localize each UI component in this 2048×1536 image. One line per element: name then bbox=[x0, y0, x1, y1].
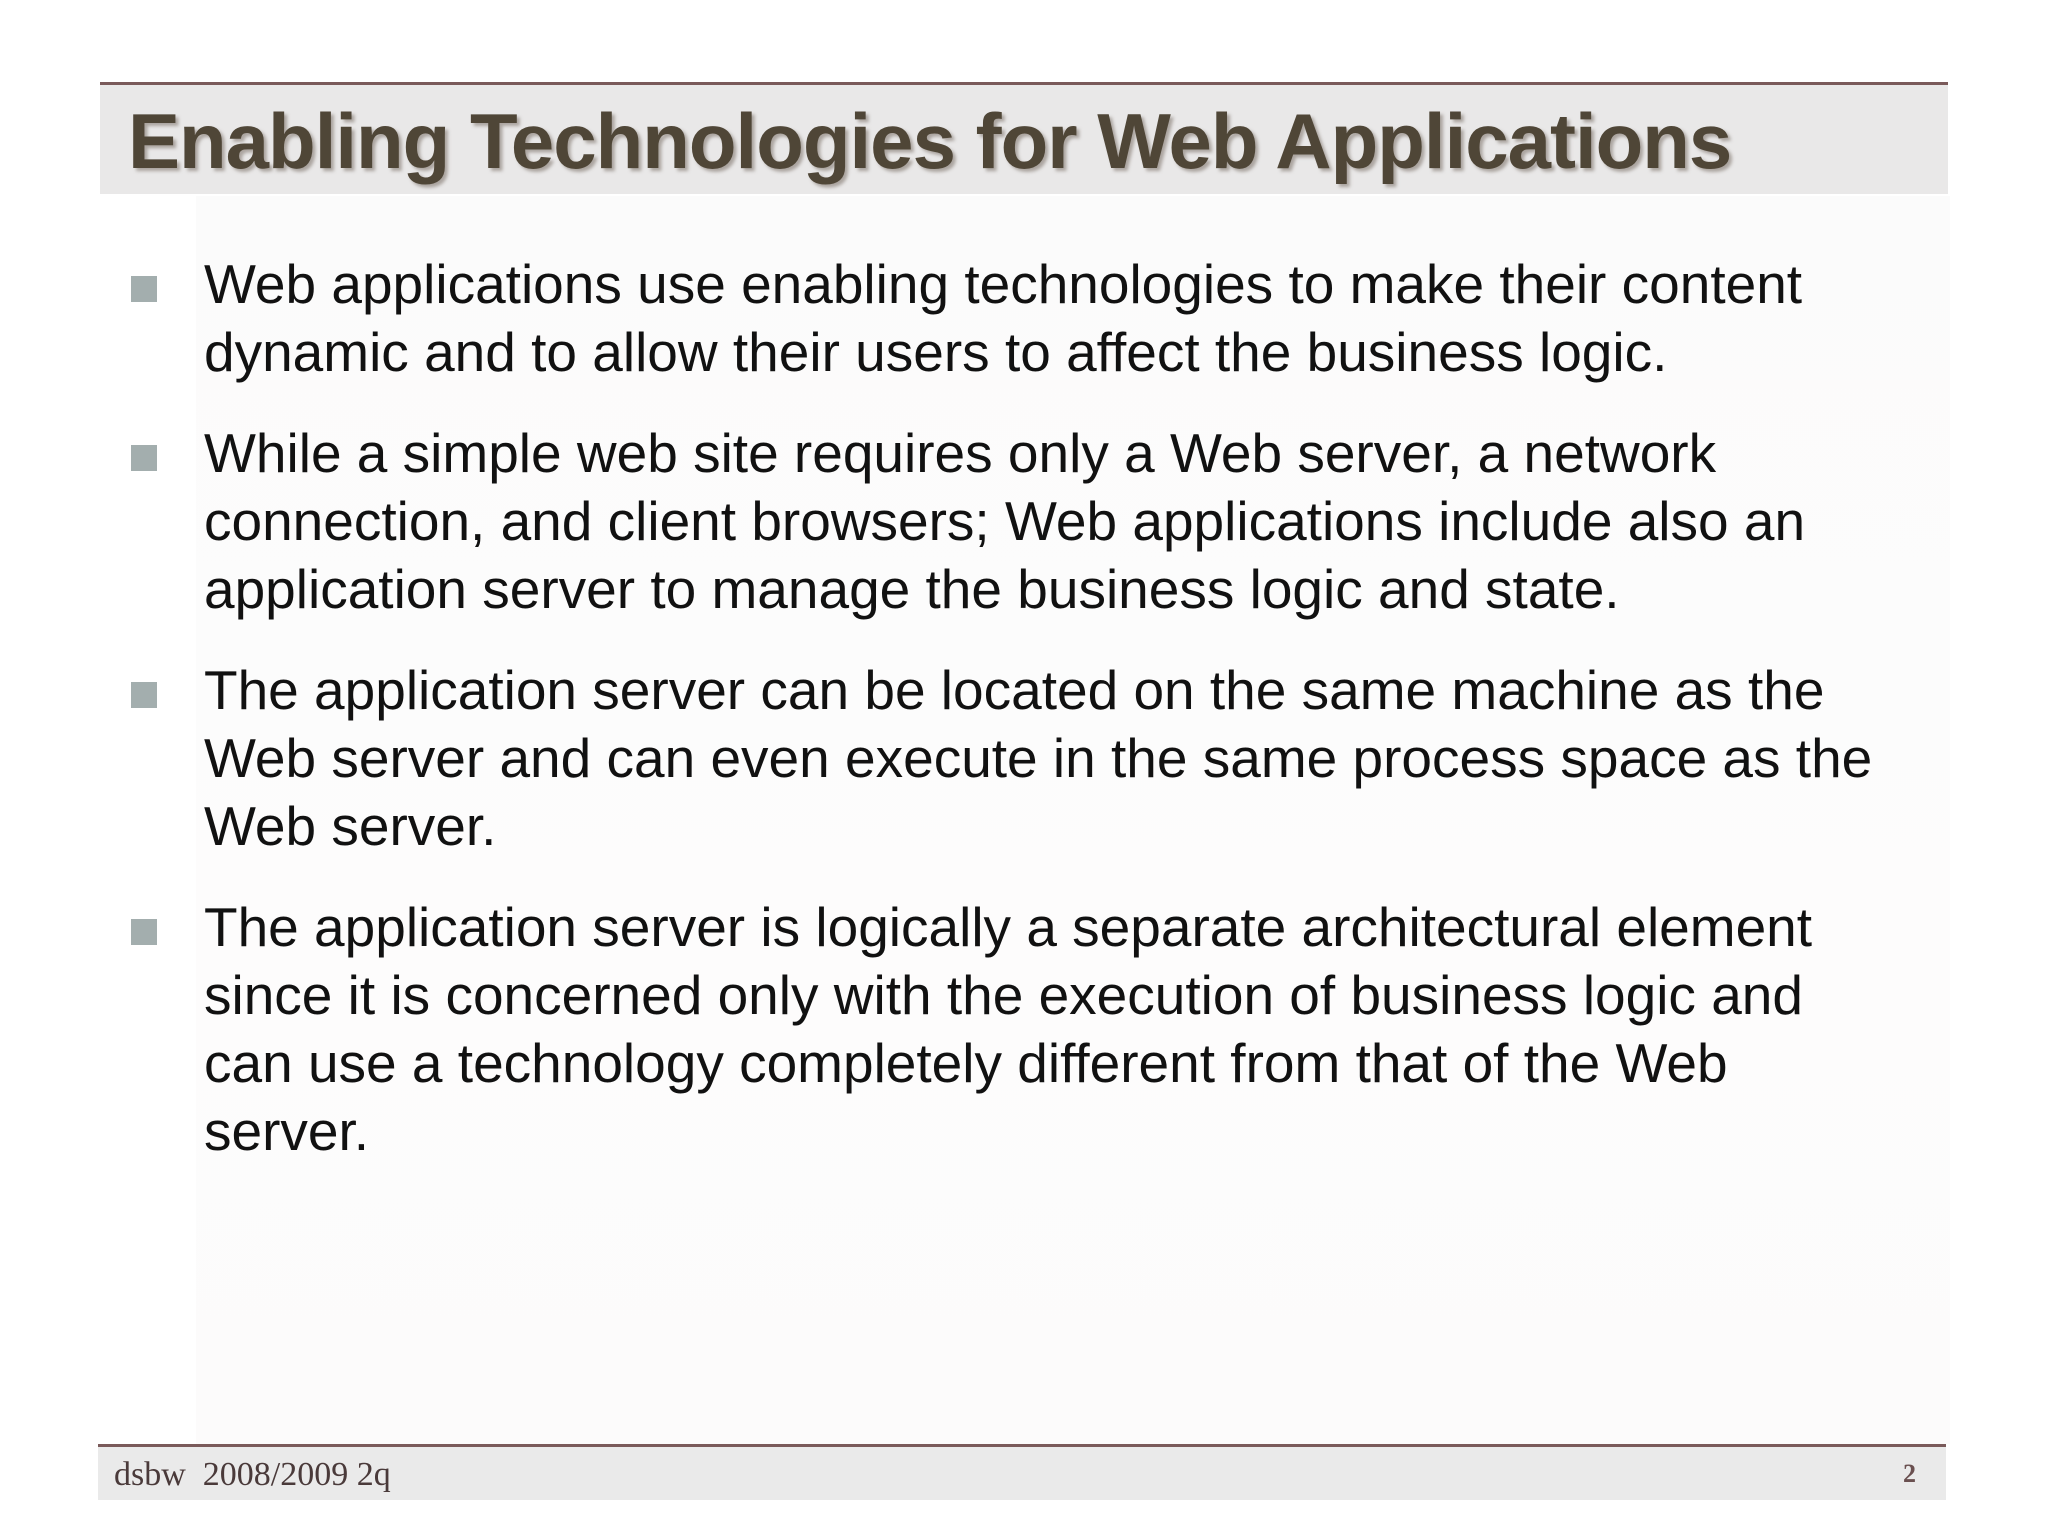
list-item bbox=[128, 893, 1888, 1165]
list-item bbox=[128, 419, 1888, 623]
list-item bbox=[128, 656, 1888, 860]
title-bar bbox=[100, 82, 1948, 194]
square-bullet-icon bbox=[131, 445, 157, 471]
bullet-text: The application server is logically a separate architectural element since it is concerned only with the execution of business logic and can use a technology completely different from that of the Web server. bbox=[204, 896, 1813, 1162]
list-item bbox=[128, 250, 1888, 386]
square-bullet-icon bbox=[131, 682, 157, 708]
footer-course-label: dsbw 2008/2009 2q bbox=[114, 1456, 391, 1493]
footer-bar bbox=[98, 1444, 1946, 1500]
page-number: 2 bbox=[1903, 1459, 1916, 1488]
bullet-text: The application server can be located on the same machine as the Web server and can even execute in the same process space as the Web server. bbox=[204, 659, 1873, 857]
slide-title: Enabling Technologies for Web Applications bbox=[128, 97, 1732, 185]
square-bullet-icon bbox=[131, 919, 157, 945]
square-bullet-icon bbox=[131, 276, 157, 302]
bullet-text: Web applications use enabling technologies to make their content dynamic and to allow their users to affect the business logic. bbox=[204, 253, 1803, 383]
bullet-list bbox=[128, 250, 1888, 1198]
bullet-text: While a simple web site requires only a Web server, a network connection, and client browsers; Web applications include also an application server to manage the business logic and state. bbox=[204, 422, 1806, 620]
